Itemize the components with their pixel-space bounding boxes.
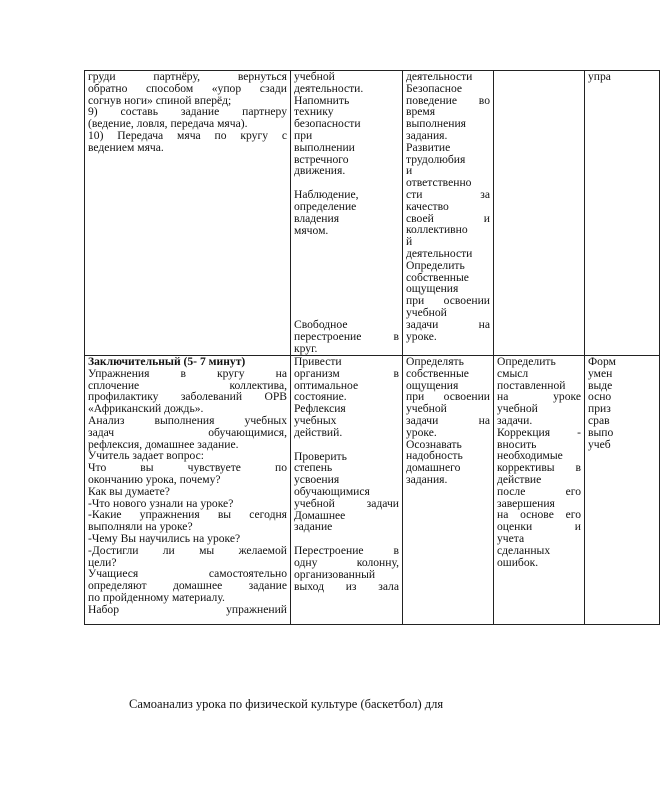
text-line: осно bbox=[588, 390, 612, 404]
text-line: Привести bbox=[294, 355, 342, 368]
text-line: груди партнёру, вернуться bbox=[88, 70, 287, 83]
text-line: выпо bbox=[588, 425, 614, 439]
text-line: по пройденному материалу. bbox=[88, 590, 225, 604]
text-line: учеб bbox=[588, 437, 611, 451]
table-row bbox=[85, 356, 660, 625]
text-line: Анализ выполнения учебных bbox=[88, 413, 287, 427]
text-line: организм в bbox=[294, 366, 399, 380]
text-line: при освоении bbox=[406, 294, 490, 308]
text-line: упра bbox=[588, 70, 611, 83]
text-line: вносить bbox=[497, 437, 537, 451]
text-line: выполнения bbox=[406, 117, 466, 131]
text-line: усвоения bbox=[294, 473, 340, 487]
text-line: приз bbox=[588, 402, 611, 416]
text-line: -Что нового узнали на уроке? bbox=[88, 496, 234, 510]
text-line: (ведение, ловля, передача мяча). bbox=[88, 117, 248, 131]
text-line: поведение во bbox=[406, 93, 490, 107]
text-line: учебных bbox=[294, 413, 337, 427]
text-line: умен bbox=[588, 366, 613, 380]
text-line: выполняли на уроке? bbox=[88, 520, 193, 534]
table-row bbox=[85, 71, 660, 356]
text-line: й bbox=[406, 235, 413, 249]
text-line: деятельности. bbox=[294, 81, 364, 95]
text-line: завершения bbox=[497, 496, 555, 510]
text-line: технику bbox=[294, 105, 334, 119]
text-line: действие bbox=[497, 472, 542, 486]
table-cell bbox=[494, 356, 585, 625]
text-line: действий. bbox=[294, 425, 343, 439]
text-line: задание bbox=[294, 520, 333, 534]
text-line: уроке. bbox=[406, 329, 437, 343]
text-line: необходимые bbox=[497, 449, 563, 463]
text-line: учебной задачи bbox=[294, 496, 399, 510]
text-line: состояние. bbox=[294, 390, 347, 404]
text-line: цели? bbox=[88, 555, 117, 569]
table-cell bbox=[585, 71, 660, 356]
text-line: Определить bbox=[406, 258, 465, 272]
text-line: Развитие bbox=[406, 140, 451, 154]
text-line: движения. bbox=[294, 164, 346, 178]
table-cell bbox=[585, 356, 660, 625]
text-line: Безопасное bbox=[406, 81, 463, 95]
text-line: выполнении bbox=[294, 140, 355, 154]
text-line: рефлексия, домашнее задание. bbox=[88, 437, 239, 451]
text-line: выде bbox=[588, 378, 613, 392]
text-line: учебной bbox=[497, 402, 538, 416]
text-line: профилактику заболеваний ОРВ bbox=[88, 390, 287, 404]
text-line: деятельности bbox=[406, 246, 473, 260]
text-line: организованный bbox=[294, 567, 376, 581]
text-line: учета bbox=[497, 531, 525, 545]
text-line: ощущения bbox=[406, 378, 459, 392]
table-cell bbox=[494, 71, 585, 356]
table-cell bbox=[85, 356, 291, 625]
text-line: при bbox=[294, 128, 313, 142]
text-line: обратно способом «упор сзади bbox=[88, 81, 287, 95]
text-line: деятельности bbox=[406, 70, 473, 83]
text-line: коллективно bbox=[406, 223, 468, 237]
text-line: -Какие упражнения вы сегодня bbox=[88, 508, 287, 522]
text-line: согнув ноги» спиной вперёд; bbox=[88, 93, 232, 107]
text-line: 9) составь задание партнеру bbox=[88, 105, 287, 119]
text-line: определяют домашнее задание bbox=[88, 579, 287, 593]
text-line: степень bbox=[294, 461, 333, 475]
text-line: «Африканский дождь». bbox=[88, 402, 204, 416]
text-line: задачи. bbox=[497, 413, 533, 427]
text-line: Что вы чувствуете по bbox=[88, 461, 287, 475]
text-line: Напомнить bbox=[294, 93, 350, 107]
table-cell bbox=[403, 71, 494, 356]
text-line: учебной bbox=[406, 305, 447, 319]
document-title: Самоанализ урока по физической культуре (баскетбол) для bbox=[129, 697, 444, 711]
text-line: на основе его bbox=[497, 508, 581, 522]
text-line: обучающимися bbox=[294, 484, 370, 498]
text-line: оптимальное bbox=[294, 378, 359, 392]
text-line: -Достигли ли мы желаемой bbox=[88, 543, 287, 557]
text-line: уроке. bbox=[406, 425, 437, 439]
text-line: Определять bbox=[406, 355, 464, 368]
lesson-plan-table bbox=[84, 70, 660, 625]
text-line: Учащиеся самостоятельно bbox=[88, 567, 287, 581]
text-line: и bbox=[406, 164, 413, 178]
text-line: владения bbox=[294, 211, 340, 225]
text-line: Осознавать bbox=[406, 437, 462, 451]
table-cell bbox=[291, 356, 403, 625]
text-line: качество bbox=[406, 199, 449, 213]
text-line: круг. bbox=[294, 341, 318, 355]
text-line: окончанию урока, почему? bbox=[88, 472, 221, 486]
text-line: ведением мяча. bbox=[88, 140, 164, 154]
text-line: Проверить bbox=[294, 449, 347, 463]
table-cell bbox=[85, 71, 291, 356]
text-line: после его bbox=[497, 484, 581, 498]
text-line: задач обучающимися, bbox=[88, 425, 287, 439]
text-line: ошибок. bbox=[497, 555, 539, 569]
text-line: время bbox=[406, 105, 436, 119]
text-line: безопасности bbox=[294, 117, 361, 131]
text-line: задания. bbox=[406, 472, 448, 486]
text-line: сплочение коллектива, bbox=[88, 378, 287, 392]
text-line: учебной bbox=[406, 402, 447, 416]
text-line: Наблюдение, bbox=[294, 188, 359, 202]
text-line: своей и bbox=[406, 211, 490, 225]
text-line: перестроение в bbox=[294, 330, 399, 344]
text-line: определение bbox=[294, 199, 357, 213]
text-line: сделанных bbox=[497, 543, 551, 557]
text-line: Учитель задает вопрос: bbox=[88, 449, 204, 463]
text-line: Определить bbox=[497, 355, 556, 368]
text-line: задачи на bbox=[406, 413, 490, 427]
text-line: срав bbox=[588, 413, 610, 427]
text-line: Набор упражнений bbox=[88, 602, 287, 616]
text-line: Рефлексия bbox=[294, 402, 346, 416]
text-line: ощущения bbox=[406, 282, 459, 296]
text-line: встречного bbox=[294, 152, 349, 166]
text-line: трудолюбия bbox=[406, 152, 466, 166]
text-line: учебной bbox=[294, 70, 335, 83]
text-line: 10) Передача мяча по кругу с bbox=[88, 128, 287, 142]
text-line: домашнего bbox=[406, 461, 461, 475]
text-line: Коррекция - bbox=[497, 425, 581, 439]
text-line: собственные bbox=[406, 270, 469, 284]
text-line: одну колонну, bbox=[294, 555, 399, 569]
text-line: Домашнее bbox=[294, 508, 346, 522]
section-heading: Заключительный (5- 7 минут) bbox=[88, 355, 246, 368]
text-line: на уроке bbox=[497, 390, 581, 404]
text-line: задания. bbox=[406, 128, 448, 142]
text-line: смысл bbox=[497, 366, 529, 380]
table-cell bbox=[291, 71, 403, 356]
text-line: Свободное bbox=[294, 318, 348, 332]
table-cell bbox=[403, 356, 494, 625]
text-line: Как вы думаете? bbox=[88, 484, 170, 498]
text-line: при освоении bbox=[406, 390, 490, 404]
text-line: оценки и bbox=[497, 520, 581, 534]
text-line: поставленной bbox=[497, 378, 566, 392]
text-line: задачи на bbox=[406, 317, 490, 331]
text-line: мячом. bbox=[294, 223, 329, 237]
text-line: -Чему Вы научились на уроке? bbox=[88, 531, 241, 545]
text-line: коррективы в bbox=[497, 461, 581, 475]
text-line: сти за bbox=[406, 187, 490, 201]
text-line: ответственно bbox=[406, 176, 472, 190]
text-line: Форм bbox=[588, 355, 616, 368]
text-line: выход из зала bbox=[294, 579, 399, 593]
text-line: собственные bbox=[406, 366, 469, 380]
text-line: надобность bbox=[406, 449, 463, 463]
text-line: Упражнения в кругу на bbox=[88, 366, 287, 380]
text-line: Перестроение в bbox=[294, 544, 399, 558]
